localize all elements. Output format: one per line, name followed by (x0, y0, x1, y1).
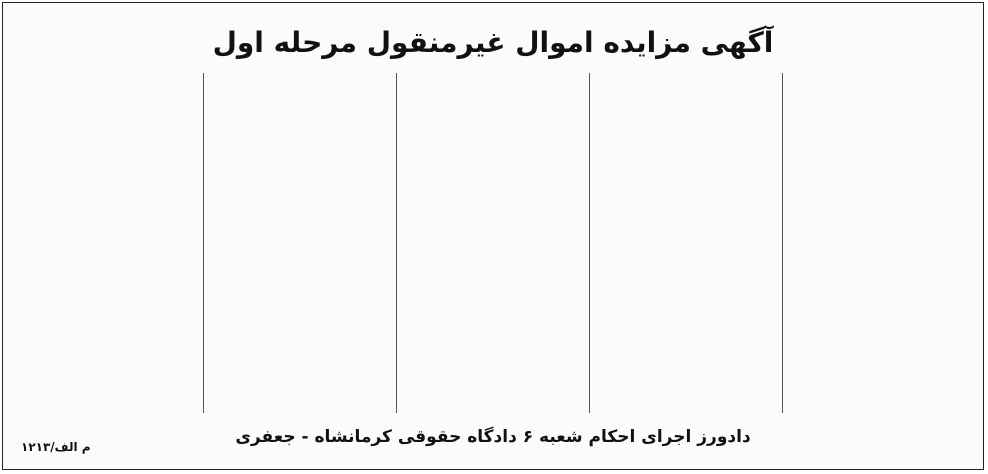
legal-notice (2, 2, 984, 470)
notice-signature: دادورز اجرای احکام شعبه ۶ دادگاه حقوقی کرمانشاه - جعفری (235, 427, 751, 447)
text-column-3 (396, 73, 589, 413)
notice-body (11, 73, 975, 413)
text-column-5 (11, 73, 203, 413)
notice-code: م الف/۱۲۱۳ (21, 440, 91, 454)
text-column-1 (782, 73, 975, 413)
text-column-2 (589, 73, 782, 413)
notice-headline: آگهی مزایده اموال غیرمنقول مرحله اول (212, 26, 774, 59)
text-column-4 (203, 73, 396, 413)
